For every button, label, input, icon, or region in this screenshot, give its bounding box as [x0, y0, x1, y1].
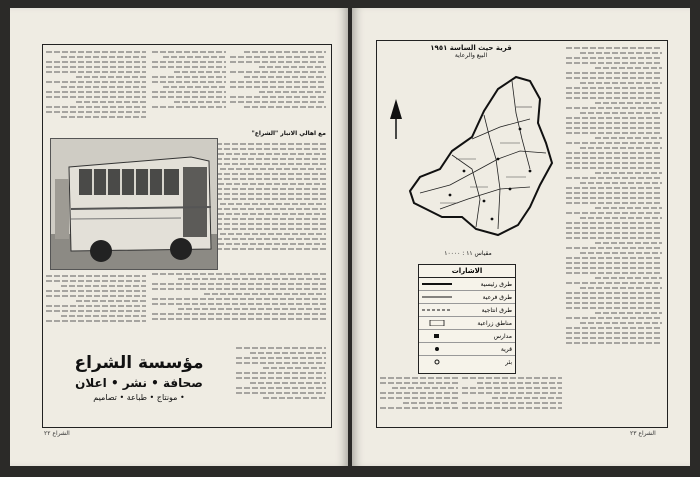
map-subtitle: البيع والرعاية [454, 52, 488, 59]
left-subhead-1: مع اهالي الانبار "الشراع" [251, 130, 326, 137]
legend-label: بئر [505, 358, 512, 366]
legend-label: طرق رئيسية [480, 280, 512, 288]
left-page [10, 8, 348, 466]
map-scale-text: مقياس ١١ : ١٠٠٠٠ [444, 250, 492, 257]
legend-label: طرق فرعية [482, 293, 512, 301]
left-col-left-top [46, 48, 146, 138]
legend-label: قرية [500, 345, 512, 353]
legend-row [419, 343, 515, 356]
ad-title: مؤسسة الشراع [74, 353, 204, 373]
left-lower-text-2 [46, 272, 146, 342]
left-page-number: الشراع ٢٢ [44, 430, 70, 437]
map-title: قرية حيث الساسة ١٩٥١ [430, 44, 512, 52]
legend-row [419, 317, 515, 330]
north-arrow-icon [390, 99, 402, 119]
left-bottom-right-text [236, 344, 326, 422]
ad-sub-services: • مونتاج • طباعة • تصاميم [93, 393, 185, 402]
map-legend [418, 264, 516, 374]
map-scale [388, 250, 548, 257]
ad-services: صحافة • نشر • اعلان [75, 376, 203, 390]
village-map [380, 44, 562, 264]
legend-title: الاشارات [419, 265, 515, 278]
legend-row [419, 304, 515, 317]
left-col-mid-top [152, 48, 226, 128]
right-bottom-text-a [462, 374, 562, 422]
right-page [352, 8, 690, 466]
left-col-right-top [230, 48, 326, 128]
legend-label: مدارس [493, 332, 512, 340]
legend-label: مناطق زراعية [477, 319, 512, 327]
legend-row [419, 356, 515, 368]
bus-photo [50, 138, 218, 270]
legend-row [419, 278, 515, 291]
legend-row [419, 330, 515, 343]
left-subhead-block [152, 128, 326, 138]
right-page-number: الشراع ٢٣ [630, 430, 656, 437]
legend-row [419, 291, 515, 304]
bus-illustration [51, 139, 217, 269]
sharaa-ad [48, 348, 230, 424]
left-lower-text [152, 270, 326, 340]
map-drawing [380, 59, 562, 255]
legend-label: طرق انتاجية [481, 306, 512, 314]
right-bottom-text-b [380, 374, 458, 422]
right-col-text [566, 44, 662, 420]
